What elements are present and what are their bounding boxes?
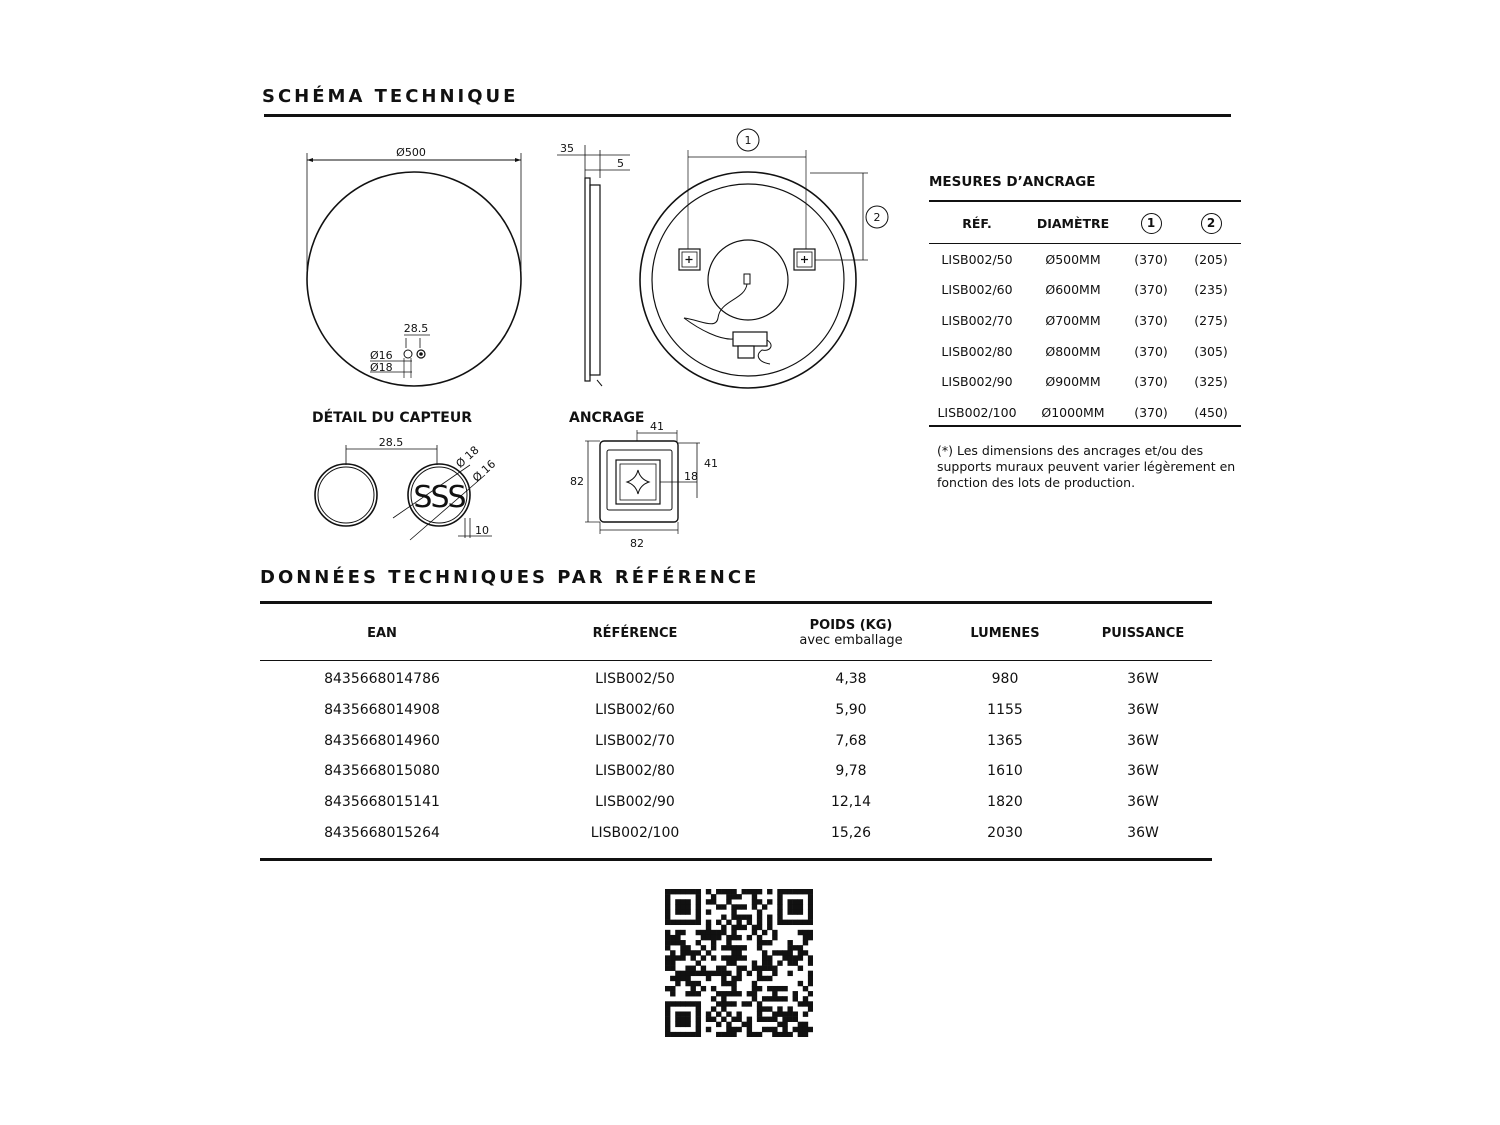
col-lumens: LUMENES [970, 625, 1040, 641]
sensor-front-left [404, 350, 412, 358]
anchor-measures-title: MESURES D’ANCRAGE [929, 174, 1096, 190]
anchor-inner-w: 41 [650, 420, 664, 433]
table-row [929, 305, 1241, 336]
anchor-d1: (370) [1134, 282, 1168, 298]
sensor-detail [312, 409, 498, 540]
anchor-ref: LISB002/90 [941, 374, 1013, 390]
side-profile-outer [585, 178, 590, 381]
anchor-col-1: 1 [1141, 213, 1162, 234]
anchor-d2: (325) [1194, 374, 1228, 390]
table-row [929, 397, 1241, 428]
row-weight: 15,26 [830, 824, 872, 841]
table-row [260, 695, 1212, 726]
anchor-table-bottom-rule [929, 425, 1241, 427]
anchor-inner-h: 41 [704, 457, 718, 470]
table-row [260, 664, 1212, 695]
anchor-d1: (370) [1134, 374, 1168, 390]
anchor-d2: (450) [1194, 404, 1228, 420]
anchor-d1: (370) [1134, 251, 1168, 267]
anchor-ref: LISB002/80 [941, 343, 1013, 359]
anchor-d1: (370) [1134, 343, 1168, 359]
row-weight: 4,38 [835, 671, 867, 688]
row-power: 36W [1127, 732, 1159, 749]
side-view [557, 142, 630, 386]
col-weight-label: POIDS (KG) [809, 618, 893, 633]
row-ean: 8435668014960 [324, 732, 440, 749]
anchor-d2: (205) [1194, 251, 1228, 267]
row-lumens: 1365 [987, 732, 1023, 749]
anchor-table-top-rule [929, 200, 1241, 202]
anchor-col-2: 2 [1201, 213, 1222, 234]
anchor-ref: LISB002/60 [941, 282, 1013, 298]
table-row [260, 817, 1212, 848]
row-ean: 8435668014786 [324, 671, 440, 688]
sensor-detail-left-outer [315, 464, 377, 526]
anchor-d2: (305) [1194, 343, 1228, 359]
anchor-plate-inner [616, 460, 660, 504]
sensor-detail-depth: 10 [475, 524, 489, 537]
front-sensor-spacing: 28.5 [403, 322, 429, 335]
anchor-ref: LISB002/50 [941, 251, 1013, 267]
row-lumens: 980 [991, 671, 1019, 688]
anchor-detail [569, 410, 718, 550]
anchor-measures-table [929, 203, 1241, 428]
front-view [307, 146, 521, 386]
sensor-detail-d18: Ø 18 [453, 443, 482, 471]
driver-box [733, 332, 767, 346]
mirror-front-circle [307, 172, 521, 386]
qr-code-icon[interactable] [665, 889, 813, 1037]
data-title: DONNÉES TECHNIQUES PAR RÉFÉRENCE [260, 567, 760, 588]
anchor-diameter: Ø900MM [1045, 374, 1101, 390]
anchor-title: ANCRAGE [569, 410, 645, 426]
table-row [929, 366, 1241, 397]
anchor-diameter: Ø600MM [1045, 282, 1101, 298]
row-power: 36W [1127, 824, 1159, 841]
anchor-hole: 18 [684, 470, 698, 483]
anchor-diameter: Ø500MM [1045, 251, 1101, 267]
side-depth-total: 35 [560, 142, 574, 155]
row-ean: 8435668014908 [324, 702, 440, 719]
row-reference: LISB002/50 [595, 671, 675, 688]
row-power: 36W [1127, 763, 1159, 780]
row-reference: LISB002/90 [595, 794, 675, 811]
row-reference: LISB002/100 [590, 824, 680, 841]
front-sensor-d16: Ø16 [370, 349, 393, 362]
row-lumens: 1155 [987, 702, 1023, 719]
sensor-detail-spacing: 28.5 [378, 436, 404, 449]
anchor-ref: LISB002/70 [941, 312, 1013, 328]
row-ean: 8435668015264 [324, 824, 440, 841]
row-lumens: 2030 [987, 824, 1023, 841]
anchor-diameter: Ø800MM [1045, 343, 1101, 359]
table-row [260, 725, 1212, 756]
row-reference: LISB002/60 [595, 702, 675, 719]
row-weight: 9,78 [835, 763, 867, 780]
row-reference: LISB002/80 [595, 763, 675, 780]
row-reference: LISB002/70 [595, 732, 675, 749]
anchor-d1: (370) [1134, 312, 1168, 328]
row-lumens: 1820 [987, 794, 1023, 811]
row-power: 36W [1127, 702, 1159, 719]
technical-drawing [0, 0, 925, 560]
side-profile-inner [590, 185, 600, 375]
col-weight-sub: avec emballage [799, 633, 903, 648]
col-ean: EAN [367, 625, 397, 641]
row-weight: 7,68 [835, 732, 867, 749]
anchor-diameter: Ø700MM [1045, 312, 1101, 328]
sensor-detail-left-inner [318, 467, 374, 523]
back-dim2-label: 2 [873, 211, 881, 224]
row-ean: 8435668015141 [324, 794, 440, 811]
row-weight: 5,90 [835, 702, 867, 719]
tech-data-table [260, 606, 1212, 848]
row-power: 36W [1127, 671, 1159, 688]
table-row [260, 756, 1212, 787]
tech-table-header-row [260, 606, 1212, 661]
schema-title: SCHÉMA TECHNIQUE [262, 86, 519, 107]
anchor-bottom-w: 82 [630, 537, 644, 550]
sensor-symbol: SSS [413, 480, 465, 515]
front-sensor-d18: Ø18 [370, 361, 393, 374]
anchor-d1: (370) [1134, 404, 1168, 420]
col-power: PUISSANCE [1101, 625, 1185, 641]
data-title-rule [260, 601, 1212, 604]
anchor-note: (*) Les dimensions des ancrages et/ou des supports muraux peuvent varier légèrement en fonction des lots de production. [937, 443, 1236, 490]
sensor-detail-title: DÉTAIL DU CAPTEUR [312, 410, 472, 426]
tech-table-bottom-rule [260, 858, 1212, 861]
front-diameter-label: Ø500 [396, 146, 426, 159]
anchor-d2: (275) [1194, 312, 1228, 328]
table-row [929, 336, 1241, 367]
back-center-disc [708, 240, 788, 320]
side-depth-frame: 5 [617, 157, 624, 170]
row-weight: 12,14 [830, 794, 872, 811]
anchor-outer-h: 82 [570, 475, 584, 488]
sensor-detail-d16: Ø 16 [470, 457, 499, 485]
back-view [640, 129, 888, 388]
anchor-col-ref: RÉF. [962, 215, 992, 231]
anchor-table-header-row [929, 203, 1241, 244]
anchor-ref: LISB002/100 [937, 404, 1017, 420]
back-dim1-label: 1 [744, 134, 752, 147]
row-ean: 8435668015080 [324, 763, 440, 780]
table-row [929, 275, 1241, 306]
table-row [929, 244, 1241, 275]
col-reference: RÉFÉRENCE [592, 625, 678, 641]
row-power: 36W [1127, 794, 1159, 811]
anchor-d2: (235) [1194, 282, 1228, 298]
row-lumens: 1610 [987, 763, 1023, 780]
anchor-col-diameter: DIAMÈTRE [1036, 215, 1110, 231]
table-row [260, 787, 1212, 818]
col-weight [766, 606, 936, 661]
anchor-diameter: Ø1000MM [1041, 404, 1105, 420]
